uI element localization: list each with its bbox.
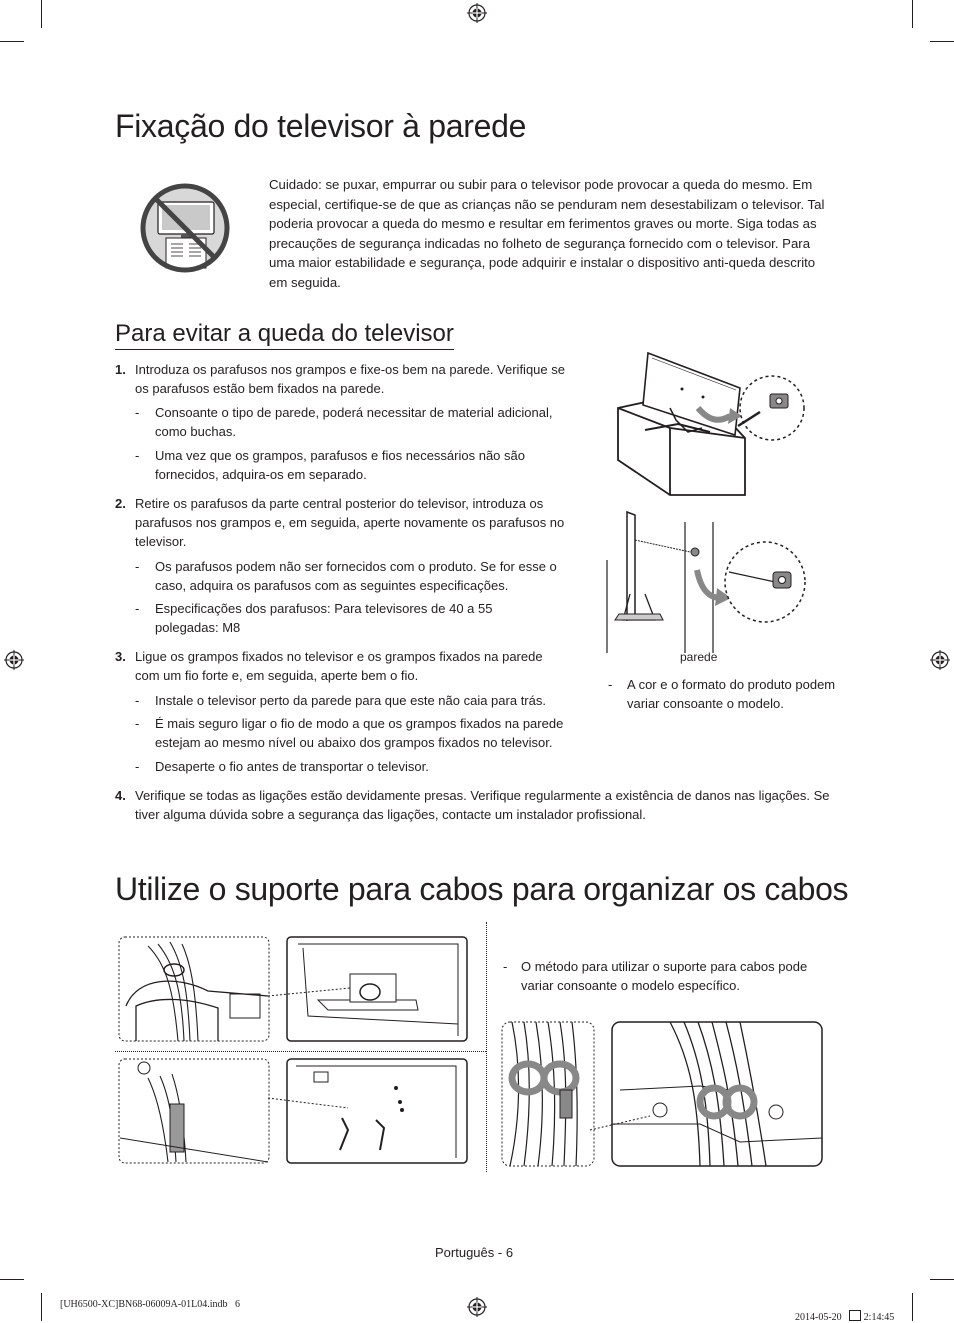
step-number: 4. [115,788,126,803]
list-item [115,360,580,398]
file-info: [UH6500-XC]BN68-06009A-01L04.indb 6 [60,1299,240,1310]
step-text: Ligue os grampos fixados no televisor e os grampos fixados na parede com um fio forte e, em seguida, aperte bem o fio. [135,649,543,683]
list-item [135,446,565,484]
crop-mark [41,0,42,28]
step-number: 1. [115,362,126,377]
step-number: 3. [115,649,126,664]
bullet-dash: - [135,759,140,774]
bullet-text: Os parafusos podem não ser fornecidos com o produto. Se for esse o caso, adquira os parafusos com as seguintes especificações. [155,559,557,593]
crop-mark [930,41,954,42]
print-timestamp [790,1299,894,1323]
registration-mark-icon [467,1297,487,1317]
list-item [115,786,855,824]
page-title: Fixação do televisor à parede [115,108,527,144]
cable-note-text: O método para utilizar o suporte para cabos pode variar consoante o modelo específico. [521,959,808,993]
bullet-text: Especificações dos parafusos: Para televisores de 40 a 55 polegadas: M8 [155,601,493,635]
bullet-text: Consoante o tipo de parede, poderá necessitar de material adicional, como buchas. [155,405,553,439]
print-date: 2014-05-20 [795,1312,850,1323]
cable-holder-step2-illustration [118,1058,470,1168]
step-number: 2. [115,496,126,511]
cable-bundle-illustration [500,1020,826,1170]
bullet-dash: - [135,448,140,463]
list-item [135,599,530,637]
list-item [135,714,595,752]
divider [486,922,487,1172]
tv-wall-side-illustration [605,510,810,655]
caution-text: Cuidado: se puxar, empurrar ou subir para o televisor pode provocar a queda do mesmo. Em especial, certifique-se de que as crianças não se penduram nem desestabilizam o televisor. Tal poderia provocar a queda do mesmo e resultar em ferimentos graves ou morte. Siga todas as precauções de segurança indicadas no folheto de segurança fornecido com o televisor. Para uma maior estabilidade e segurança, pode adquirir e instalar o dispositivo anti-queda descrito em seguida. [269,177,825,290]
list-item [135,757,595,776]
registration-mark-icon [4,650,24,670]
step-text: Introduza os parafusos nos grampos e fixe-os bem na parede. Verifique se os parafusos estão bem fixados na parede. [135,362,565,396]
bullet-dash: - [135,716,140,731]
list-item [115,494,570,551]
bullet-dash: - [135,405,140,420]
bullet-dash: - [135,559,140,574]
tv-clamp-illustration [610,350,810,500]
bullet-dash: - [135,601,140,616]
bullet-text: Uma vez que os grampos, parafusos e fios necessários não são fornecidos, adquira-os em separado. [155,448,525,482]
divider [115,1051,486,1052]
registration-mark-icon [467,3,487,23]
clock-glyph-icon [849,1310,861,1321]
bullet-text: É mais seguro ligar o fio de modo a que os grampos fixados na parede estejam ao mesmo nível ou abaixo dos grampos fixados no televisor. [155,716,564,750]
bullet-text: Desaperte o fio antes de transportar o televisor. [155,759,429,774]
section-title: Utilize o suporte para cabos para organizar os cabos [115,871,849,907]
cable-note [503,957,841,995]
bullet-dash: - [135,693,140,708]
step-text: Verifique se todas as ligações estão devidamente presas. Verifique regularmente a existência de danos nas ligações. Se tiver alguma dúvida sobre a segurança das ligações, contacte um instalador profissional. [135,788,830,822]
crop-mark [912,0,913,28]
figure-note [608,675,867,713]
crop-mark [930,1279,954,1280]
list-item [135,691,595,710]
cable-holder-step1-illustration [118,936,470,1046]
no-climbing-warning-icon [138,182,234,274]
bullet-dash: - [608,677,613,692]
registration-mark-icon [930,650,950,670]
bullet-text: Instale o televisor perto da parede para que este não caia para trás. [155,693,546,708]
crop-mark [0,41,24,42]
crop-mark [41,1293,42,1321]
section-heading: Para evitar a queda do televisor [115,320,454,350]
crop-mark [0,1279,24,1280]
wall-label: parede [680,650,718,664]
list-item [135,557,580,595]
step-text: Retire os parafusos da parte central posterior do televisor, introduza os parafusos nos grampos e, em seguida, aperte novamente os parafusos no televisor. [135,496,565,549]
figure-note-text: A cor e o formato do produto podem variar consoante o modelo. [627,677,836,711]
crop-mark [912,1293,913,1321]
print-time: 2:14:45 [861,1312,895,1323]
list-item [115,647,565,685]
list-item [135,403,585,441]
bullet-dash: - [503,959,508,974]
page-number: Português - 6 [435,1245,514,1260]
